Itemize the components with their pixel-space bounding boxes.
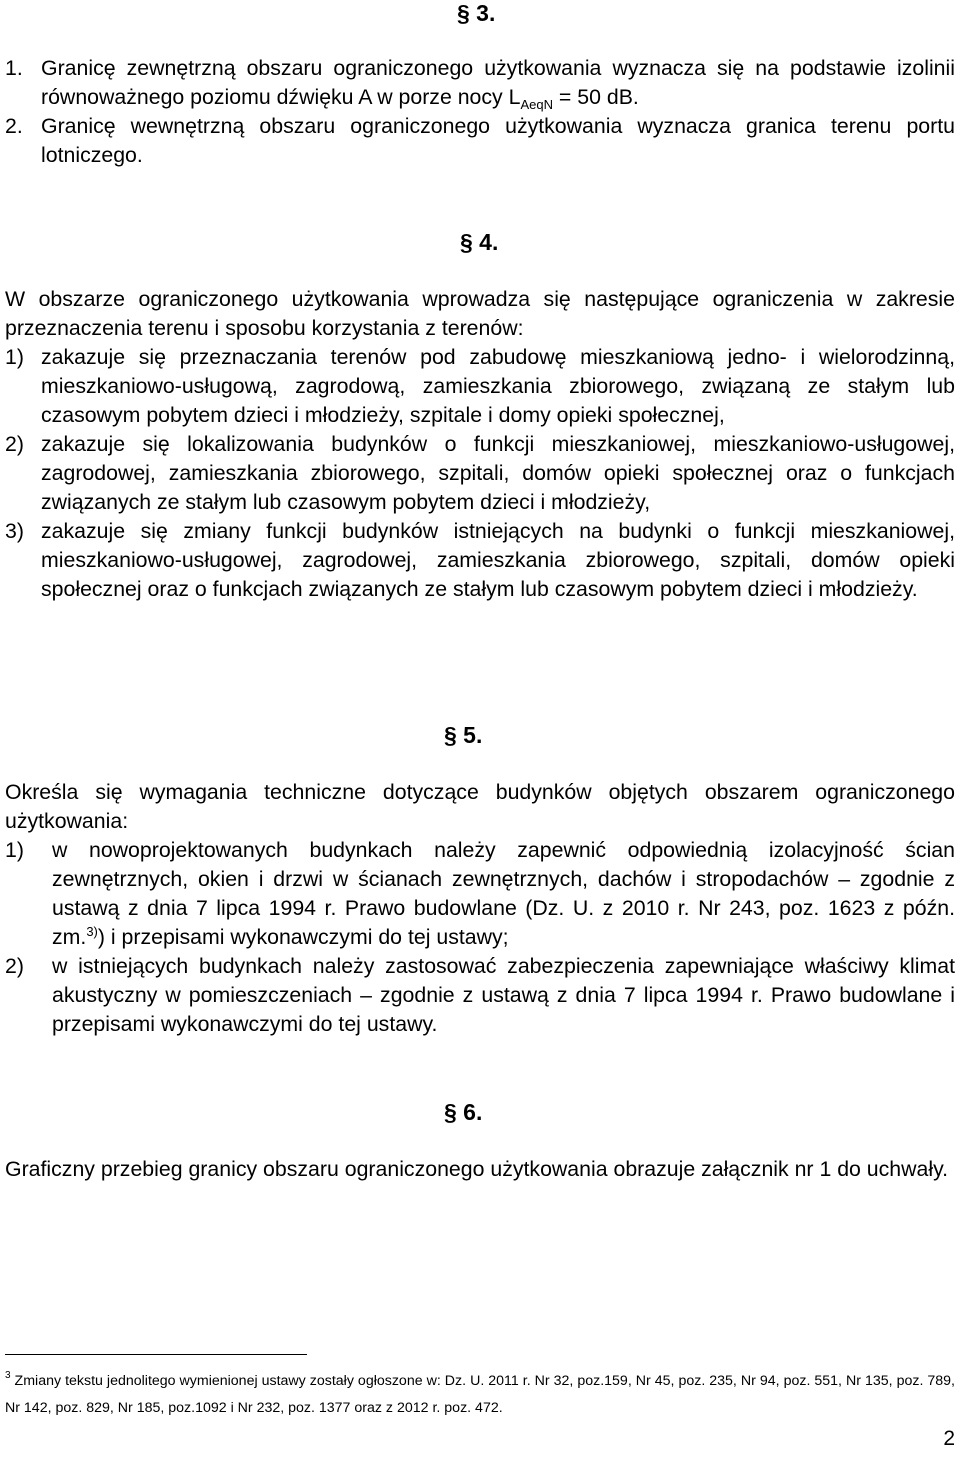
item-text-tail: = 50 dB. bbox=[552, 85, 639, 109]
item-number: 1) bbox=[5, 345, 24, 369]
page-number: 2 bbox=[943, 1427, 955, 1450]
section-6-body: Graficzny przebieg granicy obszaru ograniczonego użytkowania obrazuje załącznik nr 1 do uchwały. bbox=[5, 1157, 949, 1181]
footnote-reference: 3) bbox=[86, 924, 98, 939]
item-number: 1. bbox=[5, 56, 23, 80]
item-number: 2. bbox=[5, 114, 23, 138]
subscript: AeqN bbox=[520, 97, 553, 112]
footnote-text: Zmiany tekstu jednolitego wymienionej ustawy zostały ogłoszone w: Dz. U. 2011 r. Nr 32, poz.159, Nr 45, poz. 235, Nr 94, poz. 551, Nr 135, poz. 789, Nr 142, poz. 829, Nr 185, poz.1092 i Nr 232, poz. 1377 oraz z 2012 r. poz. 472. bbox=[5, 1373, 955, 1416]
section-3-body bbox=[5, 54, 955, 170]
item-number: 3) bbox=[5, 519, 24, 543]
list-item bbox=[5, 430, 955, 517]
item-text: w istniejących budynkach należy zastosować zabezpieczenia zapewniające właściwy klimat akustyczny w pomieszczeniach – zgodnie z ustawą z dnia 7 lipca 1994 r. Prawo budowlane i przepisami wykonawczymi do tej ustawy. bbox=[52, 954, 955, 1036]
section-3-heading: § 3. bbox=[457, 0, 496, 26]
section-4-heading: § 4. bbox=[460, 229, 499, 255]
section-5-intro: Określa się wymagania techniczne dotyczące budynków objętych obszarem ograniczonego użytkowania: bbox=[5, 780, 955, 833]
list-item bbox=[5, 54, 955, 112]
list-item bbox=[5, 836, 955, 952]
section-4-intro: W obszarze ograniczonego użytkowania wprowadza się następujące ograniczenia w zakresie przeznaczenia terenu i sposobu korzystania z terenów: bbox=[5, 287, 955, 340]
list-item bbox=[5, 343, 955, 430]
section-5-body bbox=[5, 778, 955, 1039]
list-item bbox=[5, 952, 955, 1039]
item-number: 2) bbox=[5, 954, 24, 978]
item-text bbox=[41, 54, 955, 112]
list-item bbox=[5, 517, 955, 604]
item-number: 2) bbox=[5, 432, 24, 456]
item-text-main: w nowoprojektowanych budynkach należy zapewnić odpowiednią izolacyjność ścian zewnętrznych, okien i drzwi w ścianach zewnętrznych, dachów i stropodachów – zgodnie z ustawą z dnia 7 lipca 1994 r. Prawo budowlane (Dz. U. z 2010 r. Nr 243, poz. 1623 z późn. zm. bbox=[52, 838, 955, 949]
item-text-tail: ) i przepisami wykonawczymi do tej ustawy; bbox=[97, 925, 509, 949]
list-item bbox=[5, 112, 955, 170]
item-text: Granicę wewnętrzną obszaru ograniczonego użytkowania wyznacza granica terenu portu lotniczego. bbox=[41, 114, 955, 167]
section-5-heading: § 5. bbox=[444, 722, 483, 748]
item-text: zakazuje się przeznaczania terenów pod zabudowę mieszkaniową jedno- i wielorodzinną, mieszkaniowo-usługową, zagrodową, zamieszkania zbiorowego, związaną ze stałym lub czasowym pobytem dzieci i młodzieży, szpitale i domy opieki społecznej, bbox=[41, 345, 955, 427]
item-number: 1) bbox=[5, 838, 24, 862]
item-text-main: Granicę zewnętrzną obszaru ograniczonego użytkowania wyznacza się na podstawie izolinii równoważnego poziomu dźwięku A w porze nocy L bbox=[41, 56, 955, 109]
item-text: zakazuje się zmiany funkcji budynków istniejących na budynki o funkcji mieszkaniowej, mieszkaniowo-usługowej, zagrodowej, zamieszkania zbiorowego, szpitali, domów opieki społecznej oraz o funkcjach związanych ze stałym lub czasowym pobytem dzieci i młodzieży. bbox=[41, 519, 955, 601]
section-4-body bbox=[5, 285, 955, 604]
footnote-mark: 3 bbox=[5, 1370, 11, 1381]
footnote bbox=[5, 1368, 955, 1422]
footnote-separator bbox=[5, 1354, 307, 1355]
item-text: zakazuje się lokalizowania budynków o funkcji mieszkaniowej, mieszkaniowo-usługowej, zagrodowej, zamieszkania zbiorowego, szpitali, domów opieki społecznej oraz o funkcjach związanych ze stałym lub czasowym pobytem dzieci i młodzieży, bbox=[41, 432, 955, 514]
section-6-heading: § 6. bbox=[444, 1099, 483, 1125]
item-text bbox=[52, 836, 955, 952]
